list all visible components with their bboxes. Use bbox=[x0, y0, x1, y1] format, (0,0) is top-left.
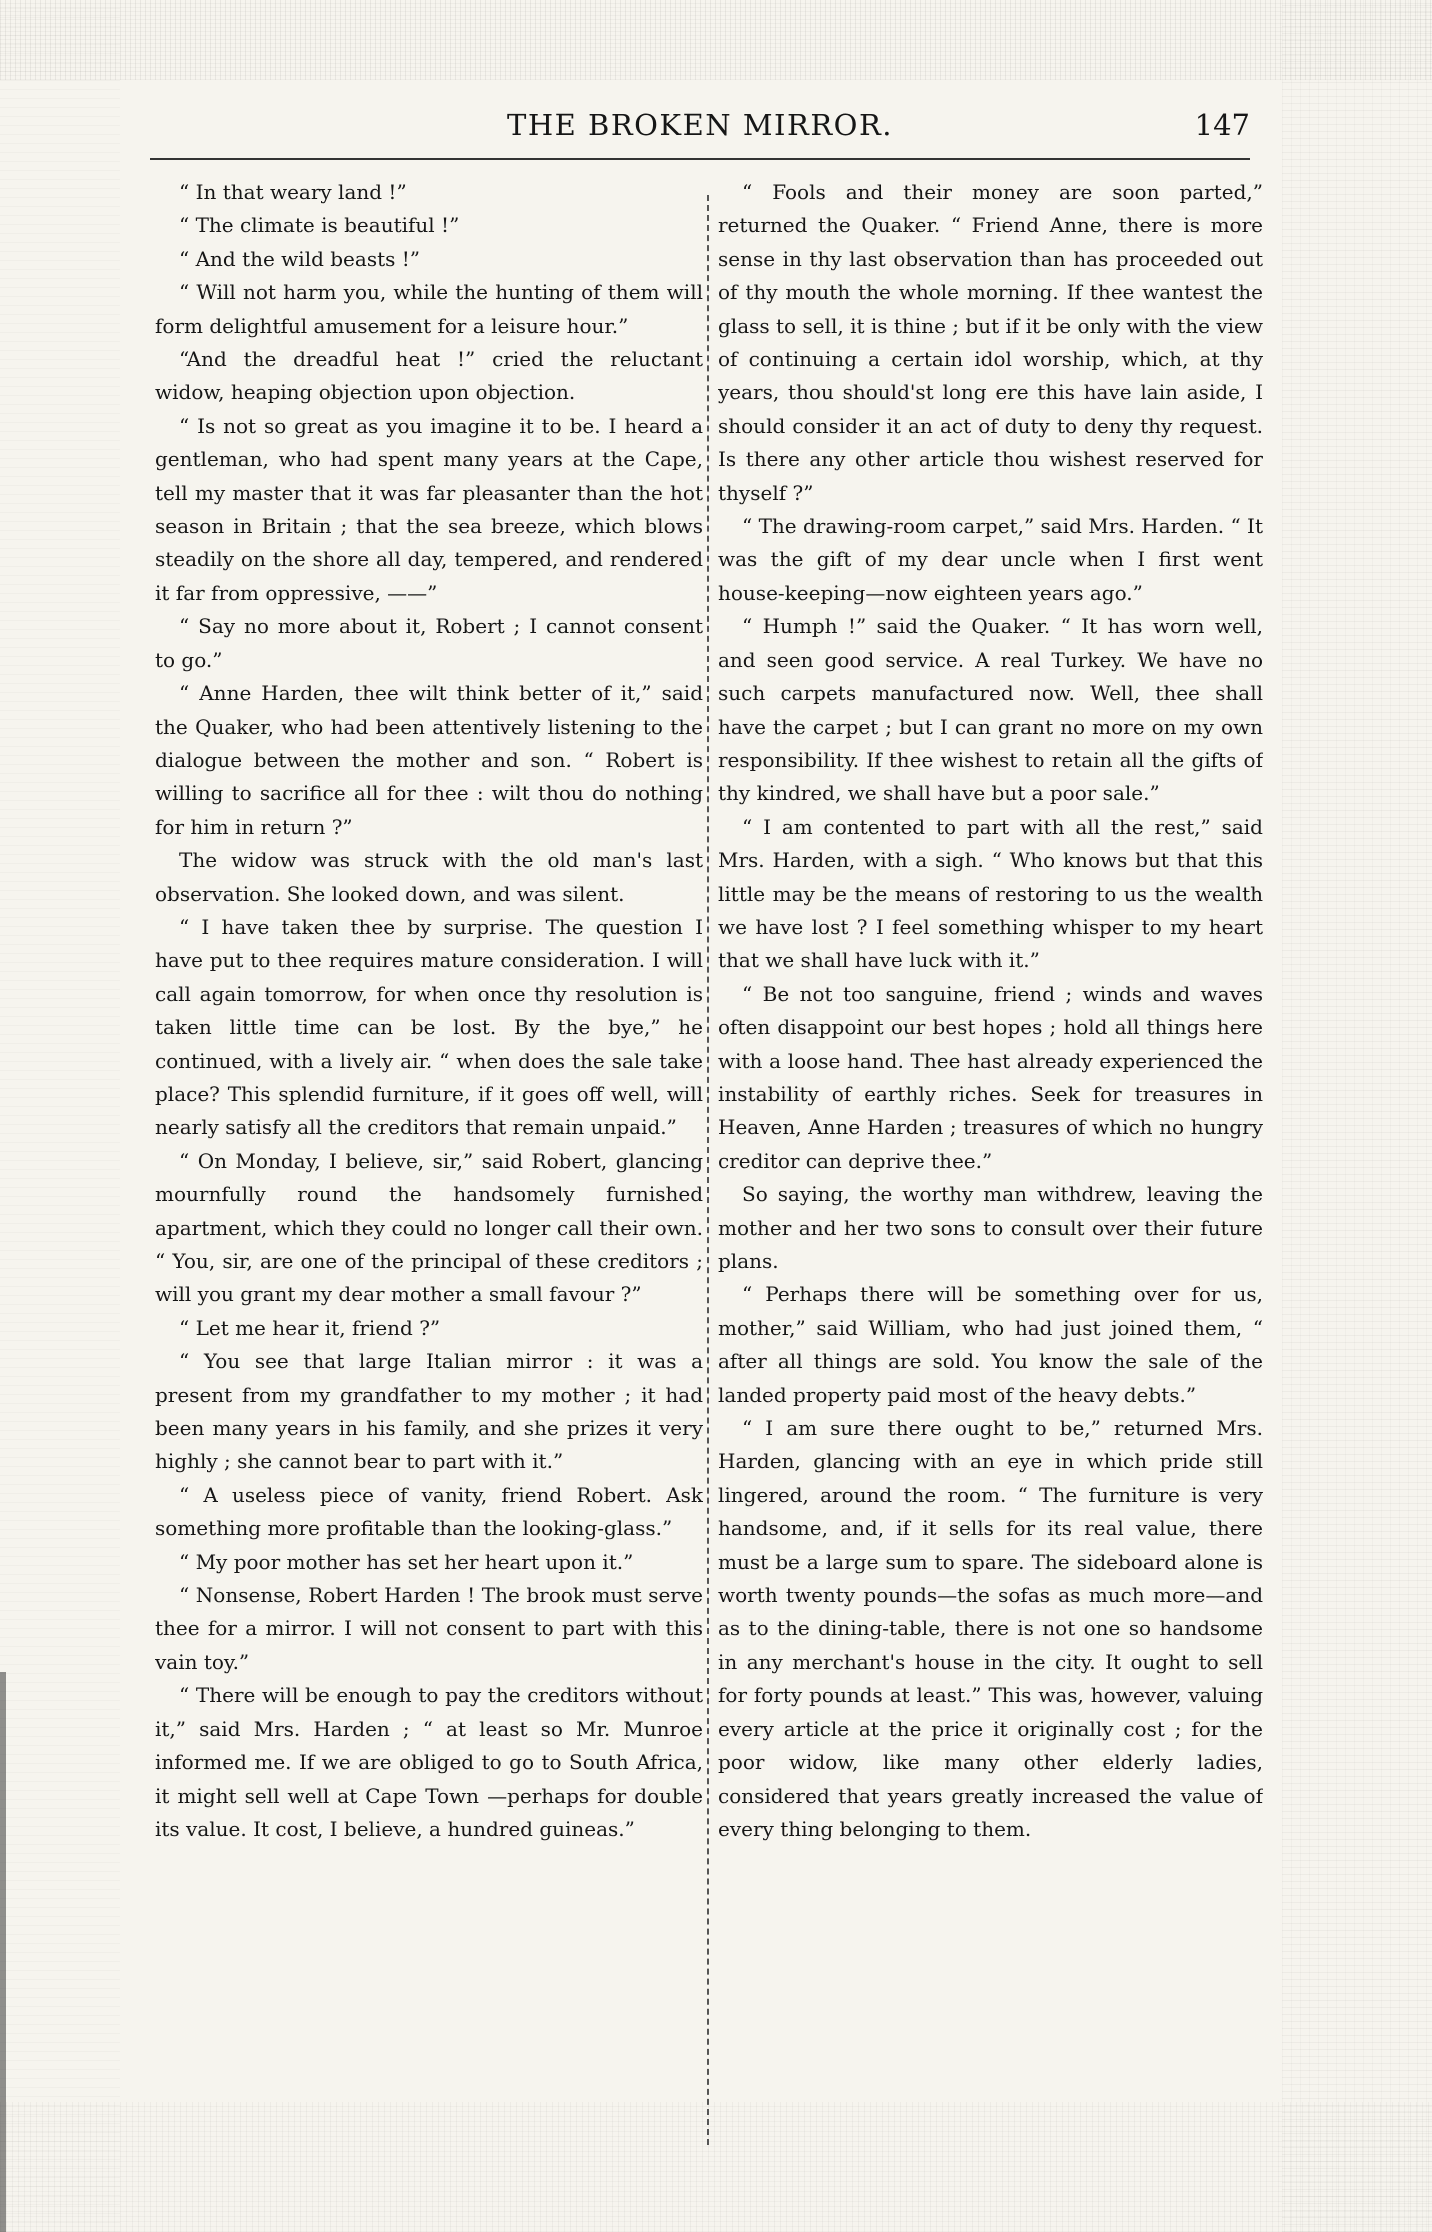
paragraph: “ You see that large Italian mirror : it was a present from my grandfather to my mother ; it had been many years in his family, and she prizes it very highly ; she cannot bear to part with it.” bbox=[155, 1349, 703, 1474]
paragraph: “ Let me hear it, friend ?” bbox=[179, 1315, 441, 1340]
paragraph: So saying, the worthy man withdrew, leaving the mother and her two sons to consult over their future plans. bbox=[718, 1182, 1263, 1273]
header-rule bbox=[150, 158, 1250, 160]
scan-noise-right bbox=[1282, 0, 1432, 2232]
paragraph: “ My poor mother has set her heart upon it.” bbox=[179, 1549, 634, 1574]
paragraph: “ I have taken thee by surprise. The question I have put to thee requires mature consideration. I will call again tomorrow, for when once thy resolution is taken little time can be lost. By the bye,” he continued, with a lively air. “ when does the sale take place? This splendid furniture, if it goes off well, will nearly satisfy all the creditors that remain unpaid.” bbox=[155, 914, 703, 1140]
right-column bbox=[718, 176, 1263, 2146]
page-number: 147 bbox=[1194, 108, 1250, 142]
paragraph: “ On Monday, I believe, sir,” said Robert, glancing mournfully round the handsomely furnished apartment, which they could no longer call their own. “ You, sir, are one of the principal of these creditors ; will you grant my dear mother a small favour ?” bbox=[155, 1148, 703, 1307]
paragraph: “ Be not too sanguine, friend ; winds and waves often disappoint our best hopes ; hold all things here with a loose hand. Thee hast already experienced the instability of earthly riches. Seek for treasures in Heaven, Anne Harden ; treasures of which no hungry creditor can deprive thee.” bbox=[718, 981, 1263, 1173]
paragraph: “ Humph !” said the Quaker. “ It has worn well, and seen good service. A real Turkey. We have no such carpets manufactured now. Well, thee shall have the carpet ; but I can grant no more on my own responsibility. If thee wishest to retain all the gifts of thy kindred, we shall have but a poor sale.” bbox=[718, 614, 1263, 806]
paragraph: “And the dreadful heat !” cried the reluctant widow, heaping objection upon objection. bbox=[155, 347, 703, 405]
column-divider bbox=[707, 195, 709, 2145]
paragraph: The widow was struck with the old man's last observation. She looked down, and was silent. bbox=[155, 848, 703, 906]
scan-noise-top bbox=[0, 0, 1432, 80]
scan-noise-left bbox=[0, 0, 120, 2232]
paragraph: “ There will be enough to pay the creditors without it,” said Mrs. Harden ; “ at least so Mr. Munroe informed me. If we are obliged to go to South Africa, it might sell well at Cape Town —perhaps for double its value. It cost, I believe, a hundred guineas.” bbox=[155, 1683, 703, 1841]
paragraph: “ I am sure there ought to be,” returned Mrs. Harden, glancing with an eye in which pride still lingered, around the room. “ The furniture is very handsome, and, if it sells for its real value, there must be a large sum to spare. The sideboard alone is worth twenty pounds—the sofas as much more—and as to the dining-table, there is not one so handsome in any merchant's house in the city. It ought to sell for forty pounds at least.” This was, however, valuing every article at the price it originally cost ; for the poor widow, like many other elderly ladies, considered that years greatly increased the value of every thing belonging to them. bbox=[718, 1416, 1263, 1841]
paragraph: “ Anne Harden, thee wilt think better of it,” said the Quaker, who had been attentively listening to the dialogue between the mother and son. “ Robert is willing to sacrifice all for thee : wilt thou do nothing for him in return ?” bbox=[155, 681, 703, 839]
left-column bbox=[155, 176, 703, 2146]
paragraph: “ A useless piece of vanity, friend Robert. Ask something more profitable than the looking-glass.” bbox=[155, 1482, 703, 1541]
running-title: THE BROKEN MIRROR. bbox=[506, 108, 894, 142]
paragraph: “ Is not so great as you imagine it to be. I heard a gentleman, who had spent many years at the Cape, tell my master that it was far pleasanter than the hot season in Britain ; that the sea breeze, which blows steadily on the shore all day, tempered, and rendered it far from oppressive, ——” bbox=[155, 413, 703, 605]
paragraph: “ Fools and their money are soon parted,” returned the Quaker. “ Friend Anne, there is more sense in thy last observation than has proceeded out of thy mouth the whole morning. If thee wantest the glass to sell, it is thine ; but if it be only with the view of continuing a certain idol worship, which, at thy years, thou should'st long ere this have lain aside, I should consider it an act of duty to deny thy request. Is there any other article thou wishest reserved for thyself ?” bbox=[718, 180, 1263, 505]
paragraph: “ I am contented to part with all the rest,” said Mrs. Harden, with a sigh. “ Who knows but that this little may be the means of restoring to us the wealth we have lost ? I feel something whisper to my heart that we shall have luck with it.” bbox=[718, 814, 1263, 973]
paragraph: “ Say no more about it, Robert ; I cannot consent to go.” bbox=[155, 614, 703, 672]
paragraph: “ In that weary land !” bbox=[179, 180, 407, 204]
page-edge-shadow bbox=[0, 1672, 6, 2232]
page-header bbox=[150, 100, 1250, 148]
paragraph: “ The climate is beautiful !” bbox=[179, 213, 460, 238]
paragraph: “ And the wild beasts !” bbox=[179, 246, 420, 271]
paragraph: “ Nonsense, Robert Harden ! The brook must serve thee for a mirror. I will not consent to part with this vain toy.” bbox=[155, 1583, 703, 1674]
paragraph: “ Will not harm you, while the hunting of them will form delightful amusement for a leisure hour.” bbox=[155, 280, 703, 338]
paragraph: “ The drawing-room carpet,” said Mrs. Harden. “ It was the gift of my dear uncle when I first went house-keeping—now eighteen years ago.” bbox=[718, 514, 1263, 605]
paragraph: “ Perhaps there will be something over for us, mother,” said William, who had just joined them, “ after all things are sold. You know the sale of the landed property paid most of the heavy debts.” bbox=[718, 1282, 1263, 1407]
